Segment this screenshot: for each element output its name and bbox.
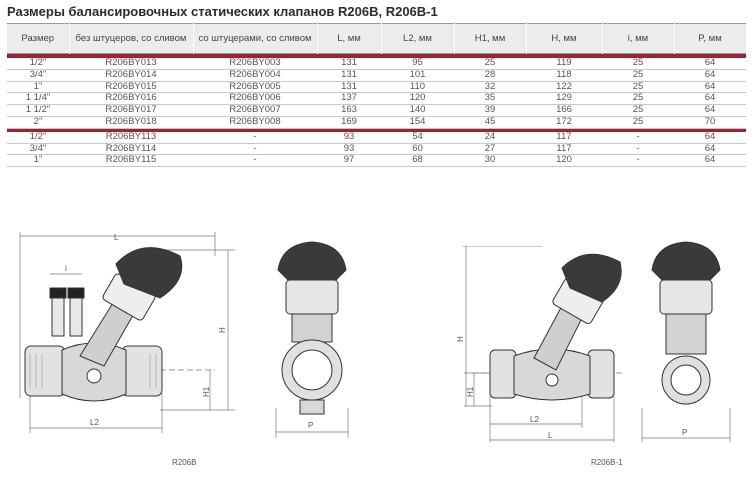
table-cell: 3/4" bbox=[7, 69, 69, 81]
table-cell: 137 bbox=[317, 93, 381, 105]
dim-h1-label-right: H1 bbox=[466, 386, 475, 397]
dim-l2-label: L2 bbox=[90, 418, 99, 427]
table-cell: 3/4" bbox=[7, 143, 69, 155]
table-cell: 25 bbox=[602, 58, 674, 69]
col-header-i: i, мм bbox=[602, 24, 674, 54]
table-cell: - bbox=[193, 155, 317, 167]
table-cell: 64 bbox=[674, 81, 746, 93]
dim-l2-label-right: L2 bbox=[530, 415, 539, 424]
table-cell: 129 bbox=[526, 93, 602, 105]
table-cell: R206BY114 bbox=[69, 143, 193, 155]
left-caption: R206B bbox=[172, 458, 197, 467]
table-cell: - bbox=[602, 132, 674, 143]
table-cell: 25 bbox=[602, 93, 674, 105]
dimensions-table bbox=[7, 23, 747, 167]
table-cell: 28 bbox=[454, 69, 526, 81]
table-cell: 122 bbox=[526, 81, 602, 93]
table-cell: R206BY018 bbox=[69, 116, 193, 128]
table-cell: 97 bbox=[317, 155, 381, 167]
table-cell: 110 bbox=[381, 81, 454, 93]
table-cell: - bbox=[193, 143, 317, 155]
table-row bbox=[7, 155, 746, 167]
table-cell: 131 bbox=[317, 58, 381, 69]
dim-l-label-right: L bbox=[548, 431, 553, 440]
table-cell: 131 bbox=[317, 69, 381, 81]
table-row bbox=[7, 69, 746, 81]
table-cell: 120 bbox=[526, 155, 602, 167]
table-cell: 1/2" bbox=[7, 132, 69, 143]
col-header-p: P, мм bbox=[674, 24, 746, 54]
table-cell: 131 bbox=[317, 81, 381, 93]
table-cell: 30 bbox=[454, 155, 526, 167]
table-cell: R206BY017 bbox=[69, 105, 193, 117]
dim-p-label-left: P bbox=[308, 421, 314, 430]
table-cell: - bbox=[602, 155, 674, 167]
table-row bbox=[7, 81, 746, 93]
table-cell: 154 bbox=[381, 116, 454, 128]
table-cell: 163 bbox=[317, 105, 381, 117]
table-cell: 25 bbox=[602, 116, 674, 128]
table-cell: 117 bbox=[526, 143, 602, 155]
dim-i-label: i bbox=[65, 264, 67, 273]
table-cell: 120 bbox=[381, 93, 454, 105]
dim-p-label-right: P bbox=[682, 428, 688, 437]
table-row bbox=[7, 116, 746, 128]
table-cell: R206BY014 bbox=[69, 69, 193, 81]
table-cell: 1/2" bbox=[7, 58, 69, 69]
table-cell: 1" bbox=[7, 81, 69, 93]
table-cell: R206BY003 bbox=[193, 58, 317, 69]
table-cell: 93 bbox=[317, 132, 381, 143]
table-row bbox=[7, 93, 746, 105]
table-cell: 64 bbox=[674, 105, 746, 117]
table-cell: 60 bbox=[381, 143, 454, 155]
table-row bbox=[7, 132, 746, 143]
table-cell: 64 bbox=[674, 143, 746, 155]
col-header-with-fittings: со штуцерами, со сливом bbox=[193, 24, 317, 54]
r206b-side-drawing bbox=[10, 228, 240, 440]
table-row bbox=[7, 105, 746, 117]
table-cell: R206BY005 bbox=[193, 81, 317, 93]
table-cell: 54 bbox=[381, 132, 454, 143]
table-cell: 68 bbox=[381, 155, 454, 167]
right-caption: R206B-1 bbox=[591, 458, 623, 467]
col-header-no-fittings: без штуцеров, со сливом bbox=[69, 24, 193, 54]
table-cell: 24 bbox=[454, 132, 526, 143]
table-cell: 64 bbox=[674, 155, 746, 167]
dim-h-label: H bbox=[218, 327, 227, 333]
table-cell: R206BY004 bbox=[193, 69, 317, 81]
table-cell: R206BY006 bbox=[193, 93, 317, 105]
r206b-front-drawing bbox=[262, 240, 362, 440]
table-cell: R206BY008 bbox=[193, 116, 317, 128]
table-cell: 169 bbox=[317, 116, 381, 128]
table-cell: 101 bbox=[381, 69, 454, 81]
table-cell: 25 bbox=[602, 69, 674, 81]
table-cell: R206BY113 bbox=[69, 132, 193, 143]
table-cell: 118 bbox=[526, 69, 602, 81]
table-cell: 64 bbox=[674, 93, 746, 105]
dim-h1-label: H1 bbox=[202, 386, 211, 397]
col-header-h: H, мм bbox=[526, 24, 602, 54]
table-cell: R206BY115 bbox=[69, 155, 193, 167]
table-cell: R206BY007 bbox=[193, 105, 317, 117]
table-cell: 32 bbox=[454, 81, 526, 93]
table-cell: 35 bbox=[454, 93, 526, 105]
table-cell: - bbox=[602, 143, 674, 155]
table-cell: 1 1/2" bbox=[7, 105, 69, 117]
table-cell: 64 bbox=[674, 69, 746, 81]
table-cell: 64 bbox=[674, 132, 746, 143]
r206b1-side-drawing bbox=[452, 246, 628, 442]
table-cell: 172 bbox=[526, 116, 602, 128]
table-cell: 27 bbox=[454, 143, 526, 155]
table-cell: 117 bbox=[526, 132, 602, 143]
table-cell: R206BY015 bbox=[69, 81, 193, 93]
dim-h-label-right: H bbox=[456, 336, 465, 342]
table-cell: 45 bbox=[454, 116, 526, 128]
table-cell: 1" bbox=[7, 155, 69, 167]
table-cell: 1 1/4" bbox=[7, 93, 69, 105]
table-cell: R206BY016 bbox=[69, 93, 193, 105]
table-cell: 166 bbox=[526, 105, 602, 117]
table-cell: 25 bbox=[602, 105, 674, 117]
table-cell: 140 bbox=[381, 105, 454, 117]
page-title: Размеры балансировочных статических клапанов R206B, R206B-1 bbox=[7, 4, 438, 19]
table-cell: 70 bbox=[674, 116, 746, 128]
table-cell: - bbox=[193, 132, 317, 143]
table-cell: 2" bbox=[7, 116, 69, 128]
col-header-h1: H1, мм bbox=[454, 24, 526, 54]
dim-l-label: L bbox=[114, 233, 119, 242]
col-header-size: Размер bbox=[7, 24, 69, 54]
table-cell: 39 bbox=[454, 105, 526, 117]
table-cell: 64 bbox=[674, 58, 746, 69]
table-cell: 25 bbox=[602, 81, 674, 93]
table-cell: 95 bbox=[381, 58, 454, 69]
table-row bbox=[7, 58, 746, 69]
table-row bbox=[7, 143, 746, 155]
table-header-row bbox=[7, 24, 746, 54]
table-cell: R206BY013 bbox=[69, 58, 193, 69]
col-header-l2: L2, мм bbox=[381, 24, 454, 54]
col-header-l: L, мм bbox=[317, 24, 381, 54]
r206b1-front-drawing bbox=[636, 240, 736, 444]
table-cell: 93 bbox=[317, 143, 381, 155]
table-cell: 119 bbox=[526, 58, 602, 69]
table-cell: 25 bbox=[454, 58, 526, 69]
